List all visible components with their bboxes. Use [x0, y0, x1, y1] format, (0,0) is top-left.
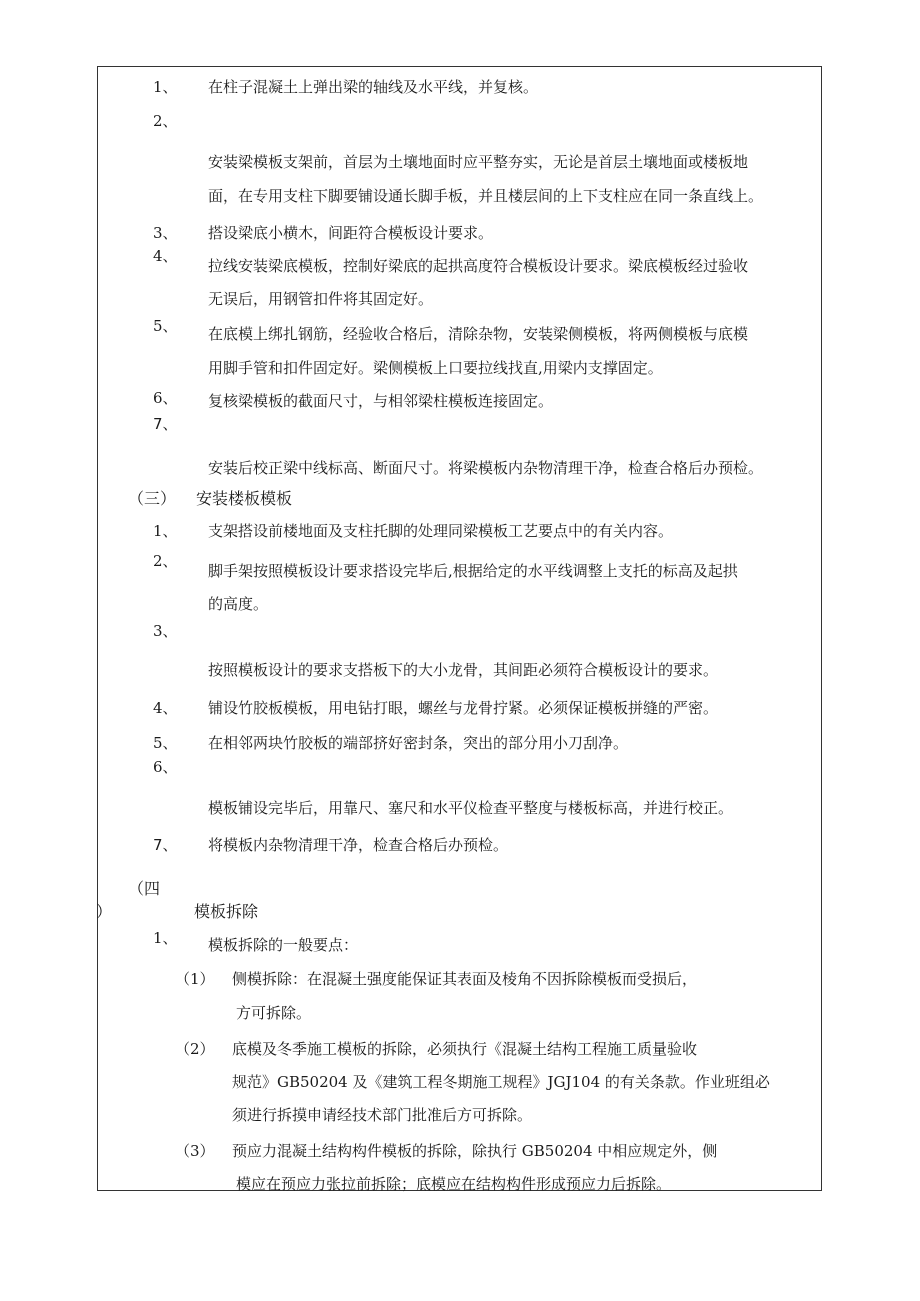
- point-text: 侧模拆除：在混凝土强度能保证其表面及棱角不因拆除模板而受损后，: [232, 970, 698, 988]
- step-number: 4、: [153, 699, 178, 717]
- section-heading: 模板拆除: [194, 902, 259, 921]
- step-number: 5、: [153, 734, 178, 752]
- step-text: 将模板内杂物清理干净，检查合格后办预检。: [208, 836, 509, 854]
- step-text: 面，在专用支柱下脚要铺设通长脚手板，并且楼层间的上下支柱应在同一条直线上。: [208, 187, 764, 205]
- step-text: 模板铺设完毕后，用靠尺、塞尺和水平仪检查平整度与楼板标高，并进行校正。: [208, 799, 734, 817]
- step-number: 4、: [153, 247, 178, 265]
- point-text: 底模及冬季施工模板的拆除，必须执行《混凝土结构工程施工质量验收: [232, 1040, 698, 1058]
- point-number: （3）: [175, 1142, 215, 1160]
- point-number: （2）: [175, 1040, 215, 1058]
- step-text: 在柱子混凝土上弹出梁的轴线及水平线，并复核。: [208, 78, 539, 96]
- step-number: 1、: [153, 522, 178, 540]
- point-text: 须进行拆摸申请经技术部门批准后方可拆除。: [232, 1106, 533, 1124]
- point-number: （1）: [175, 970, 215, 988]
- step-number: 3、: [153, 224, 178, 242]
- point-text: 规范》GB50204 及《建筑工程冬期施工规程》JGJ104 的有关条款。作业班组必: [232, 1073, 770, 1091]
- step-text: 脚手架按照模板设计要求搭设完毕后,根据给定的水平线调整上支托的标高及起拱: [208, 562, 738, 580]
- step-number: 5、: [153, 317, 178, 335]
- step-number: 3、: [153, 622, 178, 640]
- step-number: 7、: [153, 836, 178, 854]
- step-text: 安装梁模板支架前，首层为土壤地面时应平整夯实，无论是首层土壤地面或楼板地: [208, 153, 749, 171]
- step-number: 7、: [153, 415, 178, 433]
- step-text: 复核梁模板的截面尺寸，与相邻梁柱模板连接固定。: [208, 392, 554, 410]
- step-number: 6、: [153, 758, 178, 776]
- point-text: 方可拆除。: [236, 1004, 312, 1022]
- step-number: 2、: [153, 552, 178, 570]
- point-text: 预应力混凝土结构构件模板的拆除，除执行 GB50204 中相应规定外，侧: [232, 1142, 718, 1160]
- step-text: 支架搭设前楼地面及支柱托脚的处理同梁模板工艺要点中的有关内容。: [208, 522, 674, 540]
- step-number: 1、: [153, 929, 178, 947]
- section-heading: 安装楼板模板: [196, 489, 293, 508]
- step-text: 模板拆除的一般要点：: [208, 936, 359, 954]
- step-text: 的高度。: [208, 595, 269, 613]
- step-number: 2、: [153, 112, 178, 130]
- step-text: 在相邻两块竹胶板的端部挤好密封条，突出的部分用小刀刮净。: [208, 734, 629, 752]
- section-number: ）: [96, 902, 113, 921]
- step-text: 铺设竹胶板模板，用电钻打眼，螺丝与龙骨拧紧。必须保证模板拼缝的严密。: [208, 699, 719, 717]
- step-text: 搭设梁底小横木，间距符合模板设计要求。: [208, 224, 494, 242]
- step-text: 在底模上绑扎钢筋，经验收合格后，清除杂物，安装梁侧模板，将两侧模板与底模: [208, 325, 749, 343]
- step-number: 1、: [153, 78, 178, 96]
- step-text: 拉线安装梁底模板，控制好梁底的起拱高度符合模板设计要求。梁底模板经过验收: [208, 257, 749, 275]
- point-text: 模应在预应力张拉前拆除；底模应在结构构件形成预应力后拆除。: [236, 1175, 672, 1193]
- step-text: 按照模板设计的要求支搭板下的大小龙骨，其间距必须符合模板设计的要求。: [208, 661, 719, 679]
- step-text: 用脚手管和扣件固定好。梁侧模板上口要拉线找直,用梁内支撑固定。: [208, 359, 663, 377]
- step-text: 安装后校正梁中线标高、断面尺寸。将梁模板内杂物清理干净，检查合格后办预检。: [208, 459, 764, 477]
- section-number: （四: [128, 879, 161, 898]
- section-number: （三）: [128, 489, 177, 508]
- step-text: 无误后，用钢管扣件将其固定好。: [208, 290, 434, 308]
- step-number: 6、: [153, 389, 178, 407]
